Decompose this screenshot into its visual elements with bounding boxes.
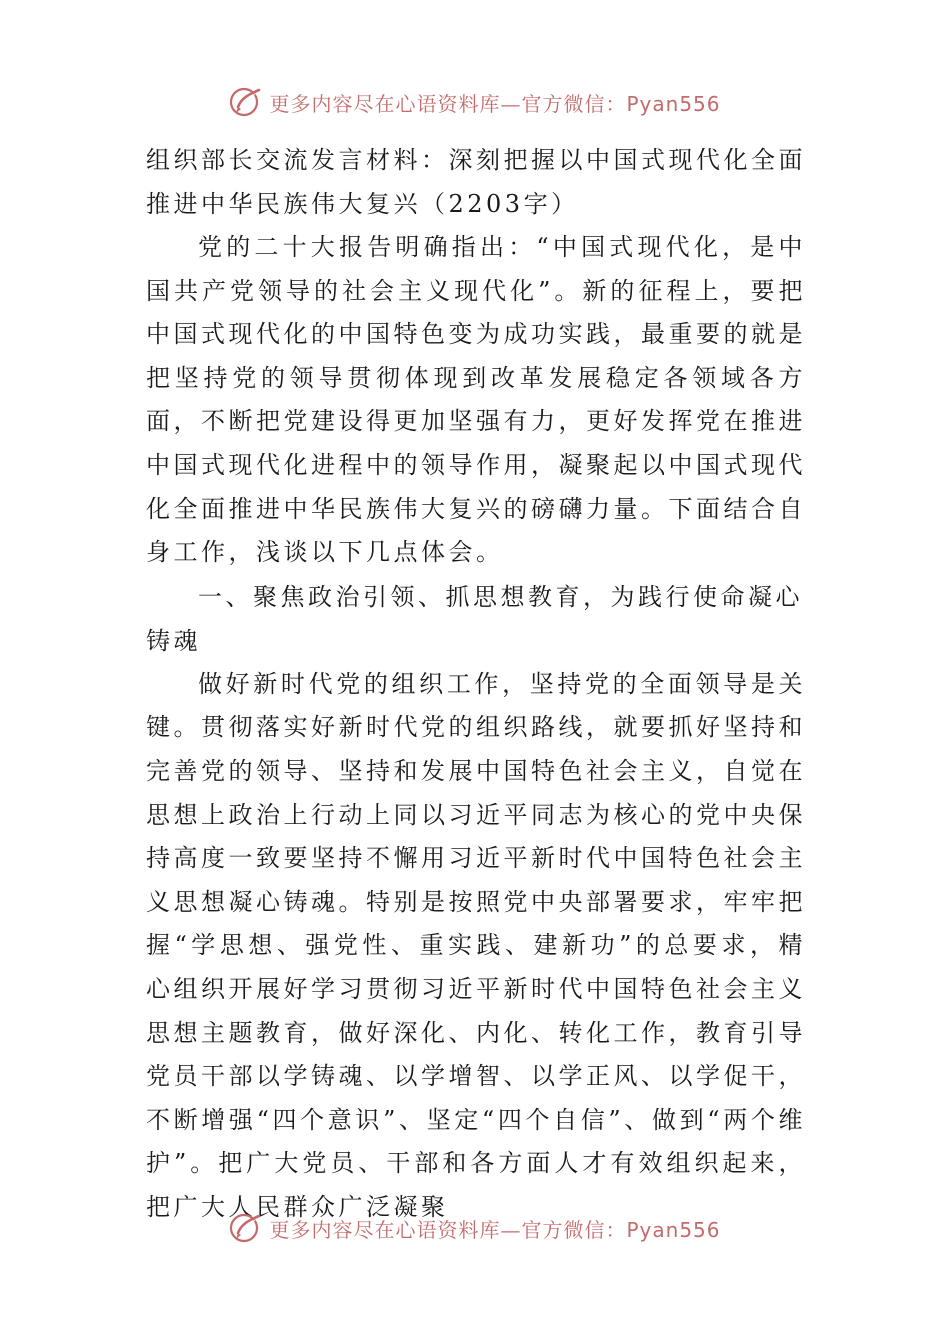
document-body [146,138,806,1229]
pen-logo-icon [229,1211,263,1245]
header-watermark-banner [0,82,950,122]
banner-text: 更多内容尽在心语资料库—官方微信：Pyan556 [269,1217,721,1242]
section-1-heading: 一、聚焦政治引领、抓思想教育，为践行使命凝心铸魂 [146,582,803,655]
pen-logo-icon [229,85,263,119]
section-1-paragraph: 做好新时代党的组织工作，坚持党的全面领导是关键。贯彻落实好新时代党的组织路线，就要抓好坚持和完善党的领导、坚持和发展中国特色社会主义，自觉在思想上政治上行动上同以习近平同志为核心的党中央保持高度一致要坚持不懈用习近平新时代中国特色社会主义思想凝心铸魂。特别是按照党中央部署要求，牢牢把握“学思想、强党性、重实践、建新功”的总要求，精心组织开展好学习贯彻习近平新时代中国特色社会主义思想主题教育，做好深化、内化、转化工作，教育引导党员干部以学铸魂、以学增智、以学正风、以学促干，不断增强“四个意识”、坚定“四个自信”、做到“两个维护”。把广大党员、干部和各方面人才有效组织起来，把广大人民群众广泛凝聚 [146,669,806,1221]
document-title: 组织部长交流发言材料：深刻把握以中国式现代化全面推进中华民族伟大复兴（2203字） [146,146,806,218]
banner-text: 更多内容尽在心语资料库—官方微信：Pyan556 [269,91,721,116]
intro-paragraph: 党的二十大报告明确指出：“中国式现代化，是中国共产党领导的社会主义现代化”。新的征程上，要把中国式现代化的中国特色变为成功实践，最重要的就是把坚持党的领导贯彻体现到改革发展稳定各领域各方面，不断把党建设得更加坚强有力，更好发挥党在推进中国式现代化进程中的领导作用，凝聚起以中国式现代化全面推进中华民族伟大复兴的磅礴力量。下面结合自身工作，浅谈以下几点体会。 [146,233,806,567]
footer-watermark-banner [0,1208,950,1248]
